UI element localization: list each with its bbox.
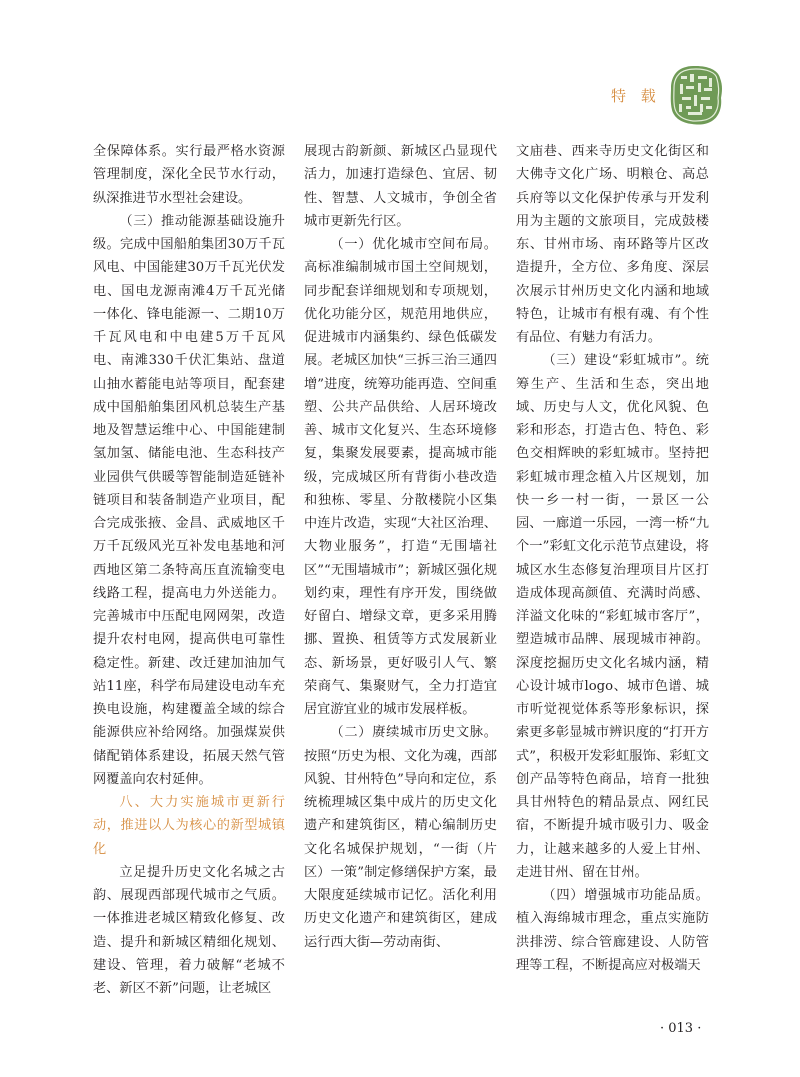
section-heading: 八、大力实施城市更新行动，推进以人为核心的新型城镇化	[93, 795, 285, 857]
paragraph: （三）建设“彩虹城市”。统筹生产、生活和生态，突出地域、历史与人文，优化风貌、色彩和形态，打造古色、特色、彩色交相辉映的彩虹城市。坚持把彩虹城市理念植入片区规划，加快一乡一村一街，一景区一公园、一廊道一乐园，一湾一桥“九个一”彩虹文化示范节点建设，将城区水生态修复治理项目片区打造成体现高颜值、充满时尚感、洋溢文化味的“彩虹城市客厅”，塑造城市品牌、展现城市神韵。深度挖掘历史文化名城内涵，精心设计城市logo、城市色谱、城市听觉视觉体系等形象标识，探索更多彰显城市辨识度的“打开方式”，积极开发彩虹服饰、彩虹文创产品等特色商品，培育一批独具甘州特色的精品景点、网红民宿，不断提升城市吸引力、吸金力，让越来越多的人爱上甘州、走进甘州、留在甘州。	[516, 353, 709, 880]
paragraph: （二）赓续城市历史文脉。按照“历史为根、文化为魂，西部风貌、甘州特色”导向和定位，系统梳理城区集中成片的历史文化遗产和建筑街区，精心编制历史文化名城保护规划，“一街（片区）一策”制定修缮保护方案，最大限度延续城市记忆。活化利用历史文化遗产和建筑街区，建成运行西大街—劳动南街、	[304, 725, 497, 950]
paragraph: （三）推动能源基础设施升级。完成中国船舶集团30万千瓦风电、中国能建30万千瓦光伏发电、国电龙源南滩4万千瓦光储一体化、锋电能源一、二期10万千瓦风电和中电建5万千瓦风电、南滩330千伏汇集站、盘道山抽水蓄能电站等项目，配套建成中国船舶集团风机总装生产基地及智慧运维中心、中国能建制氢加氢、储能电池、生态科技产业园供气供暖等智能制造延链补链项目和装备制造产业项目，配合完成张掖、金昌、武威地区千万千瓦级风光互补发电基地和河西地区第二条特高压直流输变电线路工程，提高电力外送能力。完善城市中压配电网网架，改造提升农村电网，提高供电可靠性稳定性。新建、改迁建加油加气站11座，科学布局建设电动车充换电设施，构建覆盖全域的综合能源供应补给网络。加强煤炭供储配销体系建设，拓展天然气管网覆盖向农村延伸。	[93, 213, 285, 787]
text-column-1	[93, 140, 285, 1010]
page-number: · 013 ·	[660, 1021, 702, 1036]
paragraph: 立足提升历史文化名城之古韵、展现西部现代城市之气质。一体推进老城区精致化修复、改造、提升和新城区精细化规划、建设、管理，着力破解“老城不老、新区不新”问题，让老城区	[93, 864, 285, 996]
paragraph: 全保障体系。实行最严格水资源管理制度，深化全民节水行动，纵深推进节水型社会建设。	[93, 144, 285, 206]
text-column-2	[304, 140, 497, 1010]
text-column-3	[516, 140, 709, 1010]
seal-emblem-icon	[668, 64, 724, 126]
section-header-label: 特 载	[611, 87, 661, 105]
paragraph: 文庙巷、西来寺历史文化街区和大佛寺文化广场、明粮仓、高总兵府等以文化保护传承与开发利用为主题的文旅项目，完成鼓楼东、甘州市场、南环路等片区改造提升，全方位、多角度、深层次展示甘州历史文化内涵和地域特色，让城市有根有魂、有个性有品位、有魅力有活力。	[516, 144, 709, 345]
paragraph: （四）增强城市功能品质。植入海绵城市理念，重点实施防洪排涝、综合管廊建设、人防管理等工程，不断提高应对极端天	[516, 888, 709, 973]
paragraph: 展现古韵新颜、新城区凸显现代活力，加速打造绿色、宜居、韧性、智慧、人文城市，争创全省城市更新先行区。	[304, 144, 497, 229]
paragraph: （一）优化城市空间布局。高标准编制城市国土空间规划，同步配套详细规划和专项规划，优化功能分区，规范用地供应，促进城市内涵集约、绿色低碳发展。老城区加快“三拆三治三通四增”进度，统筹功能再造、空间重塑、公共产品供给、人居环境改善、城市文化复兴、生态环境修复，集聚发展要素，提高城市能级，完成城区所有背街小巷改造和独栋、零星、分散楼院小区集中连片改造，实现“大社区治理、大物业服务”，打造“无围墙社区”“无围墙城市”；新城区强化规划约束，理性有序开发，围绕做好留白、增绿文章，更多采用腾挪、置换、租赁等方式发展新业态、新场景，更好吸引人气、繁荣商气、集聚财气，全力打造宜居宜游宜业的城市发展样板。	[304, 237, 497, 717]
